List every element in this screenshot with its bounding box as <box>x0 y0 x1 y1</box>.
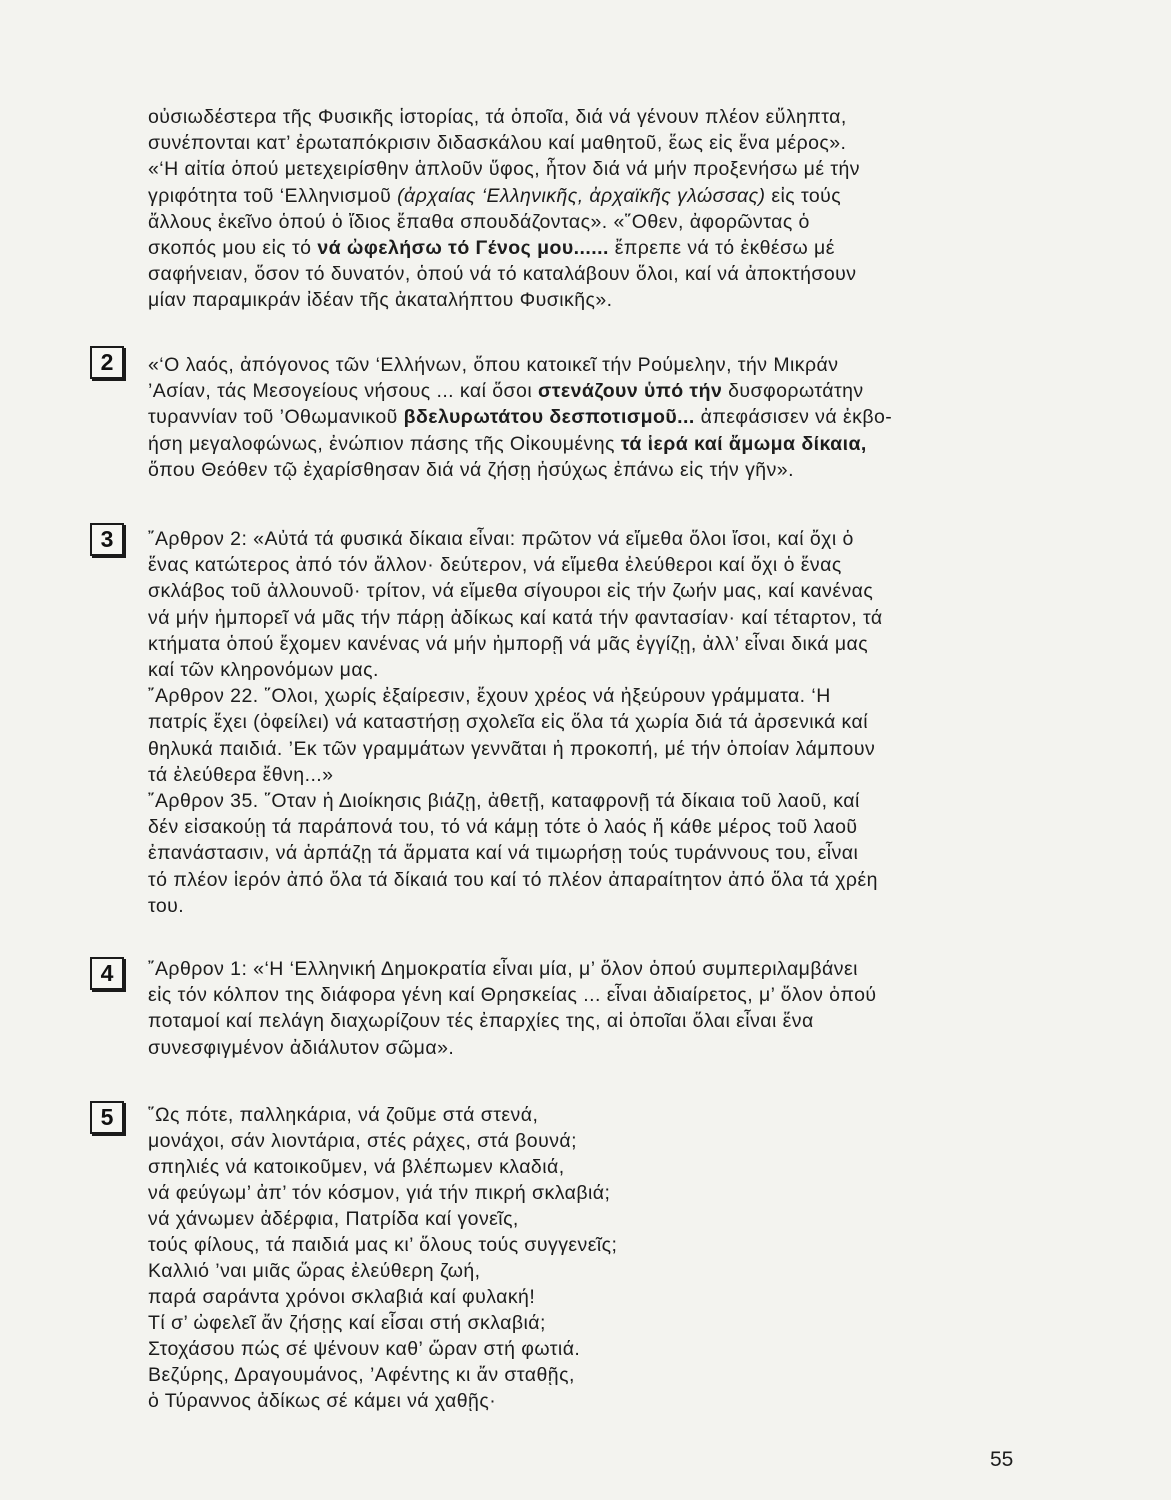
text-line <box>148 1128 1026 1154</box>
text-run: ποταμοί καί πελάγη διαχωρίζουν τές ἐπαρχίες της, αἱ ὁποῖαι ὅλαι εἶναι ἕνα <box>148 1010 814 1033</box>
text-run: ἐπανάστασιν, νά ἁρπάζῃ τά ἅρματα καί νά τιμωρήσῃ τούς τυράννους του, εἶναι <box>148 842 859 865</box>
bold-run: βδελυρωτάτου δεσποτισμοῦ... <box>403 406 695 429</box>
text-run: Τί σ’ ὠφελεῖ ἄν ζήσῃς καί εἶσαι στή σκλαβιά; <box>148 1312 546 1334</box>
text-run: νά φεύγωμ’ ἀπ’ τόν κόσμον, γιά τήν πικρή σκλαβιά; <box>148 1182 611 1204</box>
text-run: ὅπου Θεόθεν τῷ ἐχαρίσθησαν διά νά ζήσῃ ἡσύχως ἐπάνω εἰς τήν γῆν». <box>148 458 794 481</box>
text-run: του. <box>148 894 185 917</box>
text-run: σκοπός μου εἰς τό <box>148 237 318 260</box>
text-run: μονάχοι, σάν λιοντάρια, στές ράχες, στά βουνά; <box>148 1130 578 1152</box>
text-line <box>148 156 1026 182</box>
text-run: κτήματα ὁπού ἔχομεν κανένας νά μήν ἠμπορῇ νά μᾶς ἐγγίζῃ, ἀλλ’ εἶναι δικά μας <box>148 632 869 655</box>
text-run: οὐσιωδέστερα τῆς Φυσικῆς ἱστορίας, τά ὁποῖα, διά νά γένουν πλέον εὔληπτα, <box>148 106 847 128</box>
text-line <box>148 893 1026 919</box>
text-line <box>148 130 1026 156</box>
text-run: τό πλέον ἱερόν ἀπό ὅλα τά δίκαιά του καί τό πλέον ἀπαραίτητον ἀπό ὅλα τά χρέη <box>148 868 878 891</box>
italic-run: (ἀρχαίας ‘Ελληνικῆς, ἀρχαϊκῆς γλώσσας) <box>397 184 766 207</box>
text-run: σαφήνειαν, ὅσον τό δυνατόν, ὁπού νά τό καταλάβουν ὅλοι, καί νά ἀποκτήσουν <box>148 263 857 286</box>
section-badge-5: 5 <box>90 1101 124 1134</box>
text-line <box>148 1180 1026 1206</box>
poem-text <box>148 1102 1026 1414</box>
text-run: συνέπονται κατ’ ἐρωταπόκρισιν διδασκάλου καί μαθητοῦ, ἕως εἰς ἕνα μέρος». <box>148 132 847 155</box>
text-line <box>148 1035 1026 1061</box>
text-run: Στοχάσου πώς σέ ψένουν καθ’ ὥραν στή φωτιά. <box>148 1338 581 1360</box>
text-run: πατρίς ἔχει (ὀφείλει) νά καταστήσῃ σχολεῖα εἰς ὅλα τά χωρία διά τά ἀρσενικά καί <box>148 711 869 734</box>
text-line <box>148 1258 1026 1284</box>
text-line <box>148 762 1026 788</box>
text-run: «‘Η αἰτία ὁπού μετεχειρίσθην ἁπλοῦν ὕφος, ἦτον διά νά μήν προξενήσω μέ τήν <box>148 158 860 181</box>
bold-run: τά ἱερά καί ἄμωμα δίκαια, <box>620 432 867 455</box>
text-run: ἔπρεπε νά τό ἐκθέσω μέ <box>608 237 835 260</box>
text-line <box>148 1206 1026 1232</box>
section-badge-4: 4 <box>90 957 124 990</box>
text-run: δέν εἰσακούῃ τά παράπονά του, τό νά κάμῃ τότε ὁ λαός ἤ κάθε μέρος τοῦ λαοῦ <box>148 816 858 839</box>
text-run: ἀπεφάσισεν νά ἐκβο- <box>694 406 893 429</box>
bold-run: στενάζουν ὑπό τήν <box>537 380 723 403</box>
text-run: ἕνας κατώτερος ἀπό τόν ἄλλον· δεύτερον, νά εἴμεθα ἐλεύθεροι καί ὄχι ὁ ἕνας <box>148 554 842 577</box>
section-badge-3: 3 <box>90 523 124 556</box>
text-line <box>148 683 1026 709</box>
text-line <box>148 956 1026 982</box>
text-line <box>148 1232 1026 1258</box>
text-line <box>148 578 1026 604</box>
text-run: νά χάνωμεν ἀδέρφια, Πατρίδα καί γονεῖς, <box>148 1208 519 1230</box>
text-line <box>148 814 1026 840</box>
text-run: ῎Αρθρον 35. ῞Οταν ἡ Διοίκησις βιάζῃ, ἀθετῇ, καταφρονῇ τά δίκαια τοῦ λαοῦ, καί <box>148 790 860 813</box>
text-run: καί τῶν κληρονόμων μας. <box>148 659 379 682</box>
text-line <box>148 209 1026 235</box>
text-line <box>148 404 1026 430</box>
text-run: ῞Ως πότε, παλληκάρια, νά ζοῦμε στά στενά, <box>148 1104 539 1126</box>
text-run: ῎Αρθρον 2: «Αὐτά τά φυσικά δίκαια εἶναι: πρῶτον νά εἴμεθα ὅλοι ἴσοι, καί ὄχι ὁ <box>148 528 854 550</box>
text-run: γριφότητα τοῦ ‘Ελληνισμοῦ <box>148 184 398 207</box>
text-line <box>148 261 1026 287</box>
text-run: παρά σαράντα χρόνοι σκλαβιά καί φυλακή! <box>148 1286 536 1308</box>
text-run: ’Ασίαν, τάς Μεσογείους νήσους ... καί ὅσοι <box>148 380 538 403</box>
text-line <box>148 1102 1026 1128</box>
text-run: ήση μεγαλοφώνως, ἐνώπιον πάσης τῆς Οἰκουμένης <box>148 432 621 455</box>
section-3-text <box>148 526 1026 919</box>
text-line <box>148 552 1026 578</box>
text-line <box>148 431 1026 457</box>
text-run: «‘Ο λαός, ἀπόγονος τῶν ‘Ελλήνων, ὅπου κατοικεῖ τήν Ρούμελην, τήν Μικράν <box>148 354 839 376</box>
text-run: ῎Αρθρον 22. ῞Ολοι, χωρίς ἐξαίρεσιν, ἔχουν χρέος νά ἠξεύρουν γράμματα. ‘Η <box>148 685 831 708</box>
text-line <box>148 378 1026 404</box>
text-line <box>148 1362 1026 1388</box>
text-line <box>148 352 1026 378</box>
text-line <box>148 457 1026 483</box>
text-run: τά ἐλεύθερα ἔθνη...» <box>148 763 334 786</box>
text-line <box>148 1310 1026 1336</box>
text-line <box>148 657 1026 683</box>
text-line <box>148 709 1026 735</box>
text-run: εἰς τόν κόλπον της διάφορα γένη καί Θρησκείας ... εἶναι ἀδιαίρετος, μ’ ὅλον ὁπού <box>148 984 877 1007</box>
text-line <box>148 982 1026 1008</box>
text-line <box>148 1336 1026 1362</box>
section-4-text <box>148 956 1026 1061</box>
text-run: σπηλιές νά κατοικοῦμεν, νά βλέπωμεν κλαδιά, <box>148 1156 565 1178</box>
bold-run: νά ὠφελήσω τό Γένος μου...... <box>317 237 609 260</box>
text-line <box>148 526 1026 552</box>
text-run: ὁ Τύραννος ἀδίκως σέ κάμει νά χαθῇς· <box>148 1390 497 1412</box>
text-line <box>148 1284 1026 1310</box>
text-line <box>148 736 1026 762</box>
text-run: νά μήν ἡμπορεῖ νά μᾶς τήν πάρῃ ἀδίκως καί κατά τήν φαντασίαν· καί τέταρτον, τά <box>148 606 883 629</box>
text-run: δυσφορωτάτην <box>722 380 864 403</box>
text-run: σκλάβος τοῦ ἀλλουνοῦ· τρίτον, νά εἴμεθα σίγουροι εἰς τήν ζωήν μας, καί κανένας <box>148 580 874 603</box>
text-line <box>148 1388 1026 1414</box>
text-line <box>148 1154 1026 1180</box>
text-run: μίαν παραμικράν ἰδέαν τῆς ἀκαταλήπτου Φυσικῆς». <box>148 289 613 312</box>
text-line <box>148 631 1026 657</box>
text-run: ἄλλους ἐκεῖνο ὁπού ὁ ἴδιος ἔπαθα σπουδάζοντας». «῞Οθεν, ἀφορῶντας ὁ <box>148 210 810 233</box>
text-line <box>148 1008 1026 1034</box>
text-line <box>148 605 1026 631</box>
section-2-text <box>148 352 1026 483</box>
text-run: Βεζύρης, Δραγουμάνος, ’Αφέντης κι ἄν σταθῇς, <box>148 1364 575 1386</box>
text-line <box>148 235 1026 261</box>
text-run: τούς φίλους, τά παιδιά μας κι’ ὅλους τούς συγγενεῖς; <box>148 1234 618 1256</box>
text-run: εἰς τούς <box>765 184 842 207</box>
text-line <box>148 104 1026 130</box>
text-line <box>148 840 1026 866</box>
text-line <box>148 788 1026 814</box>
text-run: ῎Αρθρον 1: «‘Η ‘Ελληνική Δημοκρατία εἶναι μία, μ’ ὅλον ὁπού συμπεριλαμβάνει <box>148 958 858 980</box>
text-run: τυραννίαν τοῦ ’Οθωμανικοῦ <box>148 406 404 429</box>
text-run: θηλυκά παιδιά. ’Εκ τῶν γραμμάτων γεννᾶται ἡ προκοπή, μέ τήν ὁποίαν λάμπουν <box>148 737 876 760</box>
text-line <box>148 287 1026 313</box>
section-intro <box>148 104 1026 314</box>
text-line <box>148 183 1026 209</box>
section-badge-2: 2 <box>90 346 124 379</box>
text-run: συνεσφιγμένον ἀδιάλυτον σῶμα». <box>148 1036 455 1059</box>
text-line <box>148 867 1026 893</box>
text-run: Καλλιό ’ναι μιᾶς ὥρας ἐλεύθερη ζωή, <box>148 1260 481 1282</box>
page-number: 55 <box>990 1448 1014 1471</box>
